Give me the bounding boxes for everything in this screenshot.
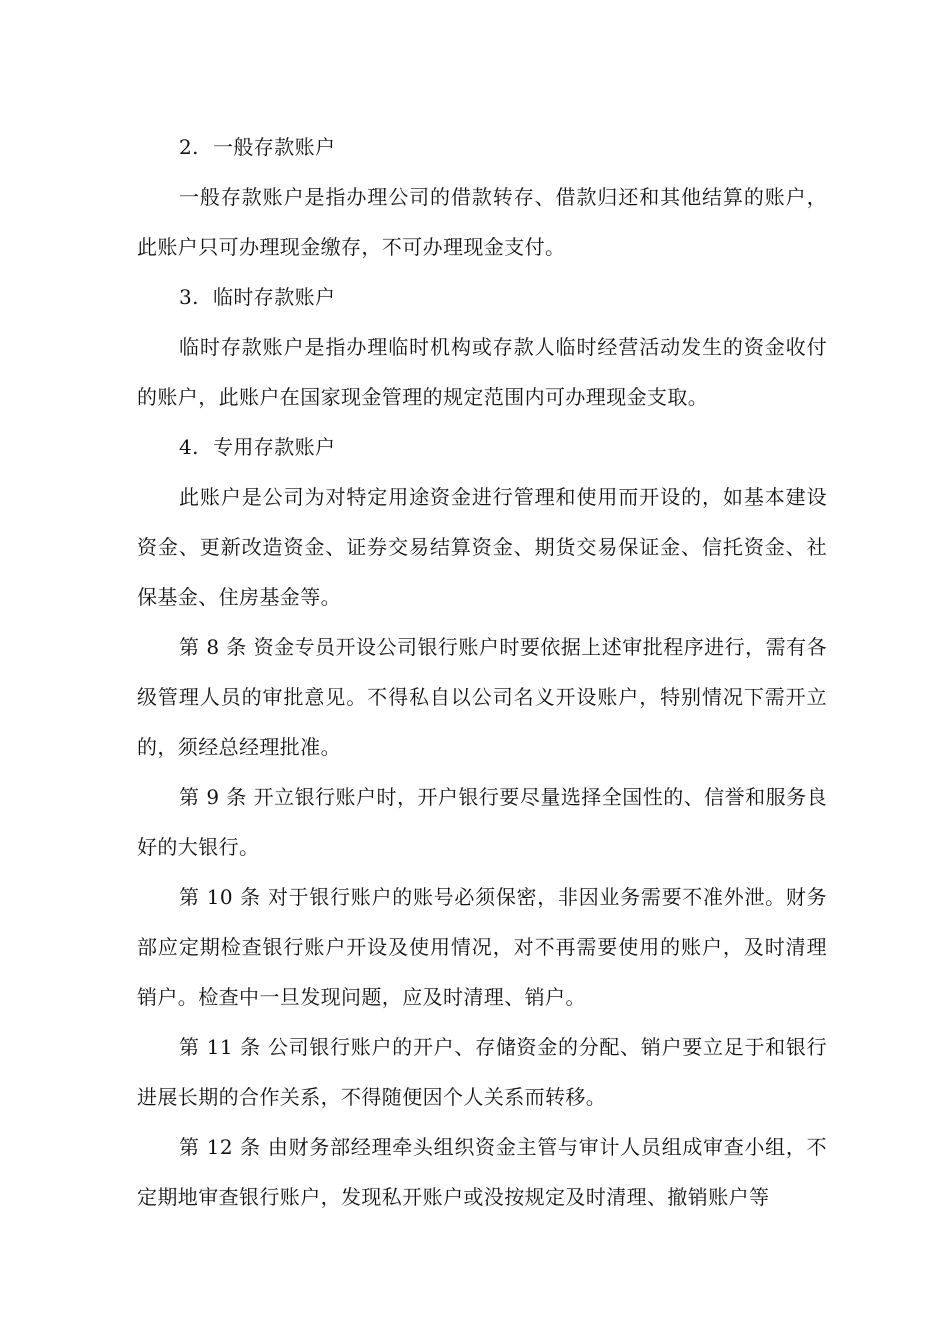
section-heading-temporary-account (137, 272, 827, 322)
section-number: 2. (179, 135, 199, 159)
article-12: 第 12 条 由财务部经理牵头组织资金主管与审计人员组成审查小组，不定期地审查银行账户，发现私开账户或没按规定及时清理、撤销账户等 (137, 1135, 827, 1209)
section-heading-general-account (137, 122, 827, 172)
section-title: 专用存款账户 (213, 435, 336, 459)
section-number: 3. (179, 285, 199, 309)
article-8: 第 8 条 资金专员开设公司银行账户时要依据上述审批程序进行，需有各级管理人员的审批意见。不得私自以公司名义开设账户，特别情况下需开立的，须经总经理批准。 (137, 635, 827, 759)
document-body (137, 122, 827, 1222)
paragraph-special-account: 此账户是公司为对特定用途资金进行管理和使用而开设的，如基本建设资金、更新改造资金、证券交易结算资金、期货交易保证金、信托资金、社保基金、住房基金等。 (137, 485, 827, 609)
section-heading-special-account (137, 422, 827, 472)
article-10: 第 10 条 对于银行账户的账号必须保密，非因业务需要不准外泄。财务部应定期检查银行账户开设及使用情况，对不再需要使用的账户，及时清理销户。检查中一旦发现问题，应及时清理、销户。 (137, 885, 827, 1009)
section-number: 4. (179, 435, 199, 459)
article-11: 第 11 条 公司银行账户的开户、存储资金的分配、销户要立足于和银行进展长期的合作关系，不得随便因个人关系而转移。 (137, 1035, 827, 1109)
section-title: 一般存款账户 (213, 135, 336, 159)
section-title: 临时存款账户 (213, 285, 336, 309)
article-9: 第 9 条 开立银行账户时，开户银行要尽量选择全国性的、信誉和服务良好的大银行。 (137, 785, 827, 859)
paragraph-general-account: 一般存款账户是指办理公司的借款转存、借款归还和其他结算的账户，此账户只可办理现金缴存，不可办理现金支付。 (137, 185, 827, 259)
paragraph-temporary-account: 临时存款账户是指办理临时机构或存款人临时经营活动发生的资金收付的账户，此账户在国家现金管理的规定范围内可办理现金支取。 (137, 335, 827, 409)
